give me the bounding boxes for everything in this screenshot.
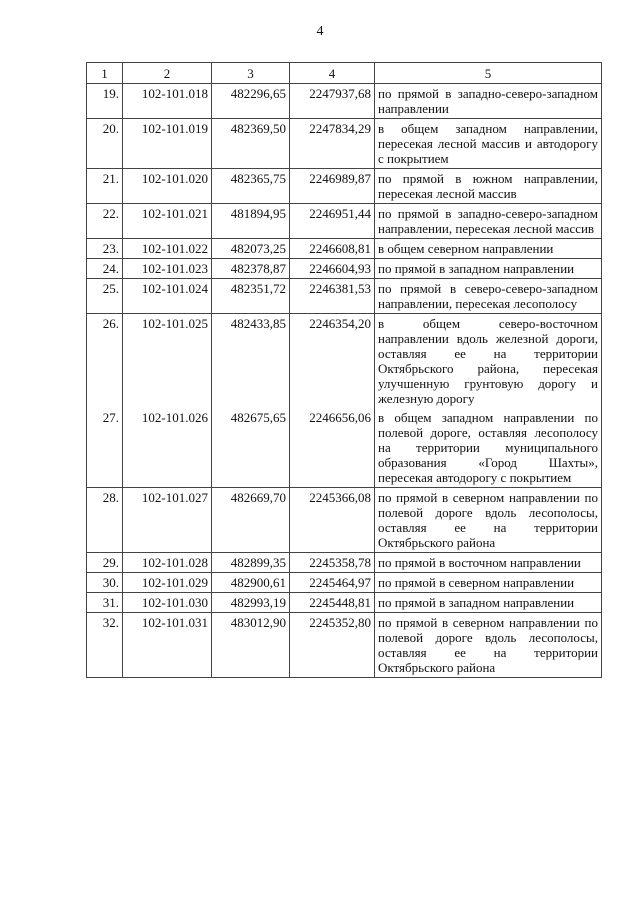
boundary-description: по прямой в западном направлении xyxy=(375,593,602,613)
boundary-description: по прямой в западном направлении xyxy=(375,259,602,279)
boundary-description: в общем западном направлении по полевой дороге, оставляя лесополосу на территории муниципального образования «Город Шахты», пересекая автодорогу с покрытием xyxy=(375,408,602,488)
coordinate-x: 482365,75 xyxy=(212,169,290,204)
coordinate-y: 2246604,93 xyxy=(290,259,375,279)
row-number: 30. xyxy=(87,573,123,593)
table-row xyxy=(87,239,602,259)
column-header: 4 xyxy=(290,63,375,84)
table-row xyxy=(87,593,602,613)
boundary-description: по прямой в южном направлении, пересекая лесной массив xyxy=(375,169,602,204)
point-code: 102-101.025 xyxy=(123,314,212,409)
table-row xyxy=(87,314,602,409)
table-row xyxy=(87,553,602,573)
coordinate-y: 2245358,78 xyxy=(290,553,375,573)
point-code: 102-101.021 xyxy=(123,204,212,239)
coordinate-x: 482378,87 xyxy=(212,259,290,279)
point-code: 102-101.020 xyxy=(123,169,212,204)
row-number: 32. xyxy=(87,613,123,678)
boundary-description: по прямой в западно-северо-западном направлении, пересекая лесной массив xyxy=(375,204,602,239)
point-code: 102-101.022 xyxy=(123,239,212,259)
row-number: 31. xyxy=(87,593,123,613)
coordinate-y: 2246951,44 xyxy=(290,204,375,239)
table-row xyxy=(87,488,602,553)
coordinate-x: 482993,19 xyxy=(212,593,290,613)
boundary-description: в общем западном направлении, пересекая лесной массив и автодорогу с покрытием xyxy=(375,119,602,169)
coordinate-x: 482073,25 xyxy=(212,239,290,259)
column-header: 1 xyxy=(87,63,123,84)
table-body xyxy=(87,84,602,678)
table-row xyxy=(87,279,602,314)
table-row xyxy=(87,259,602,279)
coordinate-x: 482296,65 xyxy=(212,84,290,119)
coordinate-x: 482675,65 xyxy=(212,408,290,488)
coordinate-x: 482369,50 xyxy=(212,119,290,169)
coordinate-x: 482669,70 xyxy=(212,488,290,553)
table-row xyxy=(87,613,602,678)
point-code: 102-101.024 xyxy=(123,279,212,314)
row-number: 27. xyxy=(87,408,123,488)
coordinate-y: 2247834,29 xyxy=(290,119,375,169)
boundary-description: по прямой в западно-северо-западном направлении xyxy=(375,84,602,119)
table-row xyxy=(87,119,602,169)
column-header: 2 xyxy=(123,63,212,84)
column-header: 3 xyxy=(212,63,290,84)
point-code: 102-101.030 xyxy=(123,593,212,613)
boundary-description: по прямой в северо-северо-западном направлении, пересекая лесополосу xyxy=(375,279,602,314)
coordinate-x: 482899,35 xyxy=(212,553,290,573)
table-row xyxy=(87,169,602,204)
boundary-description: по прямой в северном направлении по полевой дороге вдоль лесополосы, оставляя ее на территории Октябрьского района xyxy=(375,488,602,553)
coordinate-x: 482900,61 xyxy=(212,573,290,593)
row-number: 20. xyxy=(87,119,123,169)
coordinate-x: 481894,95 xyxy=(212,204,290,239)
coordinate-x: 483012,90 xyxy=(212,613,290,678)
row-number: 26. xyxy=(87,314,123,409)
boundary-description: в общем северном направлении xyxy=(375,239,602,259)
boundary-points-table xyxy=(86,62,602,678)
table-header-row xyxy=(87,63,602,84)
point-code: 102-101.026 xyxy=(123,408,212,488)
row-number: 24. xyxy=(87,259,123,279)
row-number: 28. xyxy=(87,488,123,553)
table-row xyxy=(87,573,602,593)
table-row xyxy=(87,84,602,119)
table-row xyxy=(87,408,602,488)
point-code: 102-101.018 xyxy=(123,84,212,119)
coordinate-y: 2245448,81 xyxy=(290,593,375,613)
point-code: 102-101.029 xyxy=(123,573,212,593)
page-number: 4 xyxy=(316,24,324,39)
row-number: 19. xyxy=(87,84,123,119)
coordinate-y: 2246989,87 xyxy=(290,169,375,204)
coordinate-y: 2246608,81 xyxy=(290,239,375,259)
point-code: 102-101.031 xyxy=(123,613,212,678)
boundary-description: по прямой в восточном направлении xyxy=(375,553,602,573)
boundary-description: в общем северо-восточном направлении вдоль железной дороги, оставляя ее на территории Октябрьского района, пересекая улучшенную грунтовую дорогу и железную дорогу xyxy=(375,314,602,409)
boundary-description: по прямой в северном направлении по полевой дороге вдоль лесополосы, оставляя ее на территории Октябрьского района xyxy=(375,613,602,678)
row-number: 22. xyxy=(87,204,123,239)
coordinate-x: 482433,85 xyxy=(212,314,290,409)
table-row xyxy=(87,204,602,239)
coordinate-y: 2245464,97 xyxy=(290,573,375,593)
coordinate-y: 2247937,68 xyxy=(290,84,375,119)
point-code: 102-101.028 xyxy=(123,553,212,573)
coordinate-y: 2246656,06 xyxy=(290,408,375,488)
point-code: 102-101.027 xyxy=(123,488,212,553)
coordinate-y: 2245352,80 xyxy=(290,613,375,678)
coordinate-y: 2245366,08 xyxy=(290,488,375,553)
column-header: 5 xyxy=(375,63,602,84)
point-code: 102-101.023 xyxy=(123,259,212,279)
row-number: 23. xyxy=(87,239,123,259)
boundary-description: по прямой в северном направлении xyxy=(375,573,602,593)
coordinate-x: 482351,72 xyxy=(212,279,290,314)
coordinate-y: 2246354,20 xyxy=(290,314,375,409)
row-number: 29. xyxy=(87,553,123,573)
coordinate-y: 2246381,53 xyxy=(290,279,375,314)
row-number: 21. xyxy=(87,169,123,204)
row-number: 25. xyxy=(87,279,123,314)
point-code: 102-101.019 xyxy=(123,119,212,169)
